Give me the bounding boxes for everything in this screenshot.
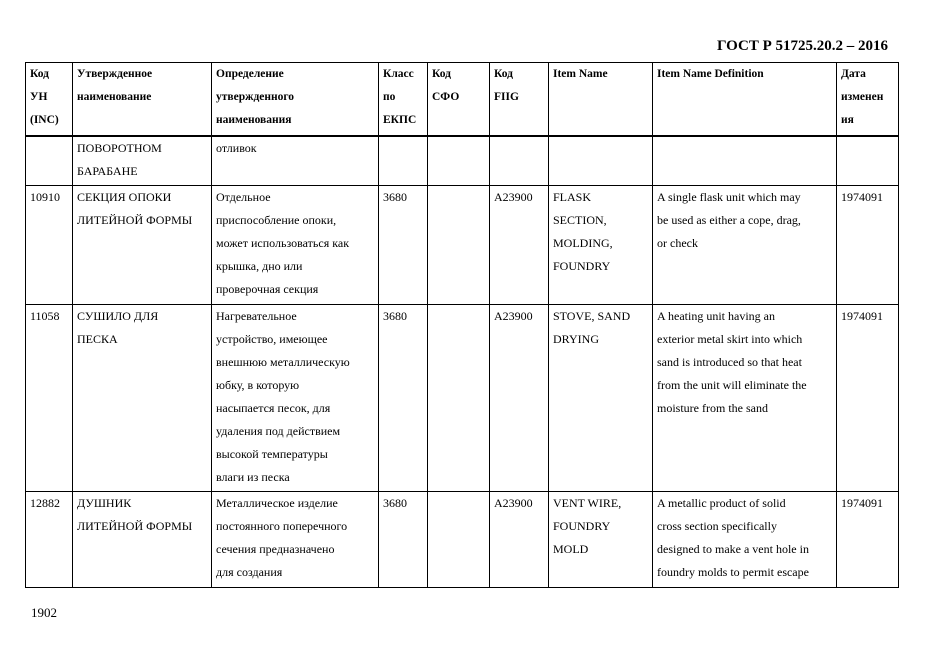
cell-definition: Металлическое изделие постоянного поперечного сечения предназначено для создания bbox=[212, 492, 379, 588]
cell-class bbox=[379, 136, 428, 186]
col-header-sfo: Код СФО bbox=[428, 63, 490, 137]
cell-name: ДУШНИК ЛИТЕЙНОЙ ФОРМЫ bbox=[73, 492, 212, 588]
cell-item-name: STOVE, SAND DRYING bbox=[549, 305, 653, 492]
cell-fiig bbox=[490, 136, 549, 186]
cell-class: 3680 bbox=[379, 186, 428, 305]
col-header-fiig: Код FIIG bbox=[490, 63, 549, 137]
table-header-row bbox=[26, 63, 899, 137]
cell-date: 1974091 bbox=[837, 305, 899, 492]
cell-item-name: VENT WIRE, FOUNDRY MOLD bbox=[549, 492, 653, 588]
cell-item-name: FLASK SECTION, MOLDING, FOUNDRY bbox=[549, 186, 653, 305]
cell-inc: 10910 bbox=[26, 186, 73, 305]
col-header-class: Класс по ЕКПС bbox=[379, 63, 428, 137]
cell-date bbox=[837, 136, 899, 186]
cell-name: СУШИЛО ДЛЯ ПЕСКА bbox=[73, 305, 212, 492]
col-header-inc: Код УН (INC) bbox=[26, 63, 73, 137]
cell-class: 3680 bbox=[379, 492, 428, 588]
cell-item-definition: A metallic product of solid cross section specifically designed to make a vent hole in foundry molds to permit escape bbox=[653, 492, 837, 588]
cell-class: 3680 bbox=[379, 305, 428, 492]
cell-sfo bbox=[428, 136, 490, 186]
cell-sfo bbox=[428, 186, 490, 305]
cell-sfo bbox=[428, 492, 490, 588]
col-header-definition: Определение утвержденного наименования bbox=[212, 63, 379, 137]
cell-name: СЕКЦИЯ ОПОКИ ЛИТЕЙНОЙ ФОРМЫ bbox=[73, 186, 212, 305]
cell-inc bbox=[26, 136, 73, 186]
cell-sfo bbox=[428, 305, 490, 492]
cell-definition: Нагревательное устройство, имеющее внешнюю металлическую юбку, в которую насыпается песок, для удаления под действием высокой температуры влаги из песка bbox=[212, 305, 379, 492]
col-header-item-name: Item Name bbox=[549, 63, 653, 137]
cell-definition: Отдельное приспособление опоки, может использоваться как крышка, дно или проверочная секция bbox=[212, 186, 379, 305]
cell-date: 1974091 bbox=[837, 492, 899, 588]
table-row bbox=[26, 492, 899, 588]
page-number: 1902 bbox=[31, 605, 57, 620]
col-header-name: Утвержденное наименование bbox=[73, 63, 212, 137]
table-row bbox=[26, 136, 899, 186]
classification-table bbox=[25, 62, 899, 588]
cell-definition: отливок bbox=[212, 136, 379, 186]
cell-date: 1974091 bbox=[837, 186, 899, 305]
cell-fiig: A23900 bbox=[490, 492, 549, 588]
cell-inc: 11058 bbox=[26, 305, 73, 492]
cell-item-definition bbox=[653, 136, 837, 186]
cell-fiig: A23900 bbox=[490, 186, 549, 305]
col-header-item-definition: Item Name Definition bbox=[653, 63, 837, 137]
table-row bbox=[26, 186, 899, 305]
cell-item-definition: A heating unit having an exterior metal skirt into which sand is introduced so that heat from the unit will eliminate the moisture from the sand bbox=[653, 305, 837, 492]
cell-inc: 12882 bbox=[26, 492, 73, 588]
cell-name: ПОВОРОТНОМ БАРАБАНЕ bbox=[73, 136, 212, 186]
cell-item-name bbox=[549, 136, 653, 186]
cell-fiig: A23900 bbox=[490, 305, 549, 492]
document-header: ГОСТ Р 51725.20.2 – 2016 bbox=[716, 38, 888, 54]
col-header-date: Дата изменен ия bbox=[837, 63, 899, 137]
table-row bbox=[26, 305, 899, 492]
cell-item-definition: A single flask unit which may be used as either a cope, drag, or check bbox=[653, 186, 837, 305]
